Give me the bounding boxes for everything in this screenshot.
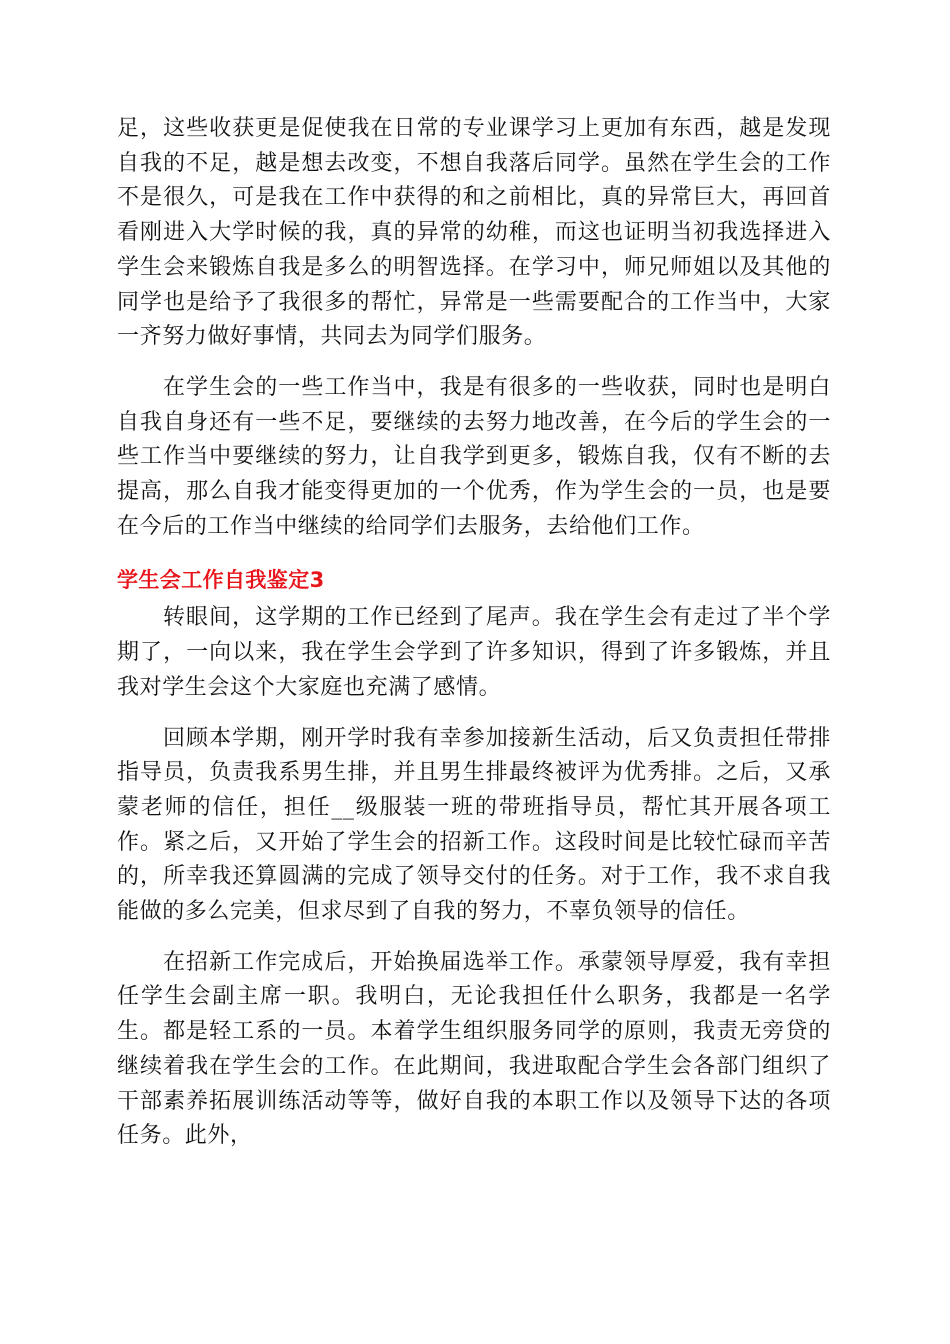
paragraph-gains: 在学生会的一些工作当中，我是有很多的一些收获，同时也是明白自我自身还有一些不足，要继续的去努力地改善，在今后的学生会的一些工作当中要继续的努力，让自我学到更多，锻炼自我，仅有不断的去提高，那么自我才能变得更加的一个优秀，作为学生会的一员，也是要在今后的工作当中继续的给同学们去服务，去给他们工作。: [117, 374, 831, 539]
paragraph-election: 在招新工作完成后，开始换届选举工作。承蒙领导厚爱，我有幸担任学生会副主席一职。我明白，无论我担任什么职务，我都是一名学生。都是轻工系的一员。本着学生组织服务同学的原则，我责无旁贷的继续着我在学生会的工作。在此期间，我进取配合学生会各部门组织了干部素养拓展训练活动等等，做好自我的本职工作以及领导下达的各项任务。此外，: [117, 949, 831, 1149]
paragraph-review: 回顾本学期，刚开学时我有幸参加接新生活动，后又负责担任带排指导员，负责我系男生排，并且男生排最终被评为优秀排。之后，又承蒙老师的信任，担任__级服装一班的带班指导员，帮忙其开展各项工作。紧之后，又开始了学生会的招新工作。这段时间是比较忙碌而辛苦的，所幸我还算圆满的完成了领导交付的任务。对于工作，我不求自我能做的多么完美，但求尽到了自我的努力，不辜负领导的信任。: [117, 725, 831, 925]
document-page: [117, 112, 831, 1154]
paragraph-semester-end: 转眼间，这学期的工作已经到了尾声。我在学生会有走过了半个学期了，一向以来，我在学生会学到了许多知识，得到了许多锻炼，并且我对学生会这个大家庭也充满了感情。: [117, 605, 831, 700]
section-heading: 学生会工作自我鉴定3: [117, 568, 325, 593]
paragraph-continuation: 足，这些收获更是促使我在日常的专业课学习上更加有东西，越是发现自我的不足，越是想去改变，不想自我落后同学。虽然在学生会的工作不是很久，可是我在工作中获得的和之前相比，真的异常巨大，再回首看刚进入大学时候的我，真的异常的幼稚，而这也证明当初我选择进入学生会来锻炼自我是多么的明智选择。在学习中，师兄师姐以及其他的同学也是给予了我很多的帮忙，异常是一些需要配合的工作当中，大家一齐努力做好事情，共同去为同学们服务。: [117, 116, 831, 350]
